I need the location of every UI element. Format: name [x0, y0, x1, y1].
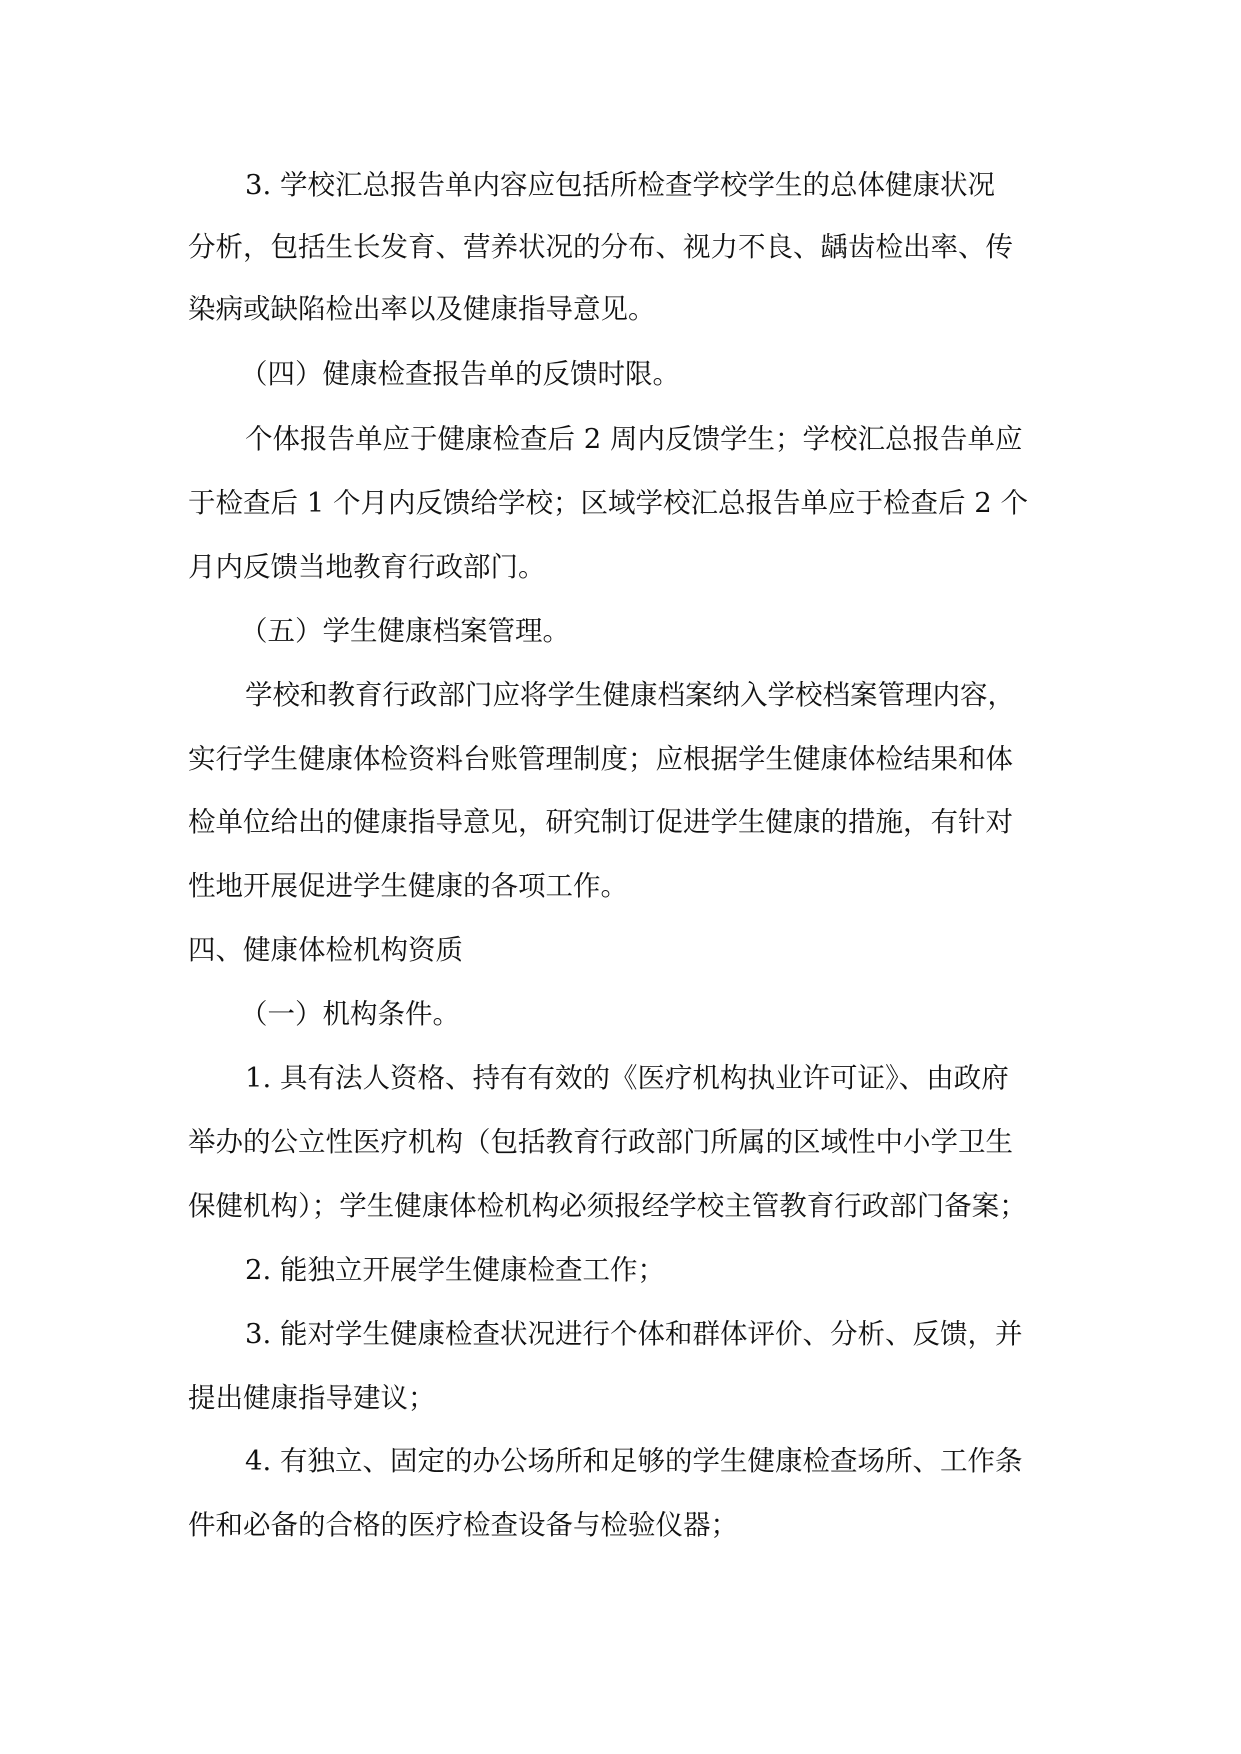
text-line: 分析，包括生长发育、营养状况的分布、视力不良、龋齿检出率、传 — [188, 231, 1013, 263]
text-line: 染病或缺陷检出率以及健康指导意见。 — [188, 293, 656, 325]
text-line: 举办的公立性医疗机构（包括教育行政部门所属的区域性中小学卫生 — [188, 1126, 1013, 1158]
text-line: 学校和教育行政部门应将学生健康档案纳入学校档案管理内容， — [245, 679, 1015, 711]
text-line: 于检查后 1 个月内反馈给学校；区域学校汇总报告单应于检查后 2 个 — [188, 487, 1028, 519]
text-line: 4. 有独立、固定的办公场所和足够的学生健康检查场所、工作条 — [245, 1445, 1023, 1477]
subheading: （四）健康检查报告单的反馈时限。 — [240, 358, 680, 390]
text-line: 保健机构）；学生健康体检机构必须报经学校主管教育行政部门备案； — [188, 1190, 1027, 1222]
text-line: 月内反馈当地教育行政部门。 — [188, 551, 546, 583]
text-line: 件和必备的合格的医疗检查设备与检验仪器； — [188, 1509, 738, 1541]
text-line: 个体报告单应于健康检查后 2 周内反馈学生；学校汇总报告单应 — [245, 423, 1023, 455]
section-heading: 四、健康体检机构资质 — [188, 934, 463, 966]
text-line: 检单位给出的健康指导意见，研究制订促进学生健康的措施，有针对 — [188, 806, 1013, 838]
text-line: 3. 能对学生健康检查状况进行个体和群体评价、分析、反馈，并 — [245, 1318, 1023, 1350]
subheading: （五）学生健康档案管理。 — [240, 615, 570, 647]
text-line: 3. 学校汇总报告单内容应包括所检查学校学生的总体健康状况 — [245, 169, 995, 201]
text-line: 提出健康指导建议； — [188, 1382, 436, 1414]
subheading: （一）机构条件。 — [240, 998, 460, 1030]
text-line: 性地开展促进学生健康的各项工作。 — [188, 870, 628, 902]
text-line: 2. 能独立开展学生健康检查工作； — [245, 1254, 665, 1286]
text-line: 实行学生健康体检资料台账管理制度；应根据学生健康体检结果和体 — [188, 743, 1013, 775]
text-line: 1. 具有法人资格、持有有效的《医疗机构执业许可证》、由政府 — [245, 1062, 1009, 1094]
